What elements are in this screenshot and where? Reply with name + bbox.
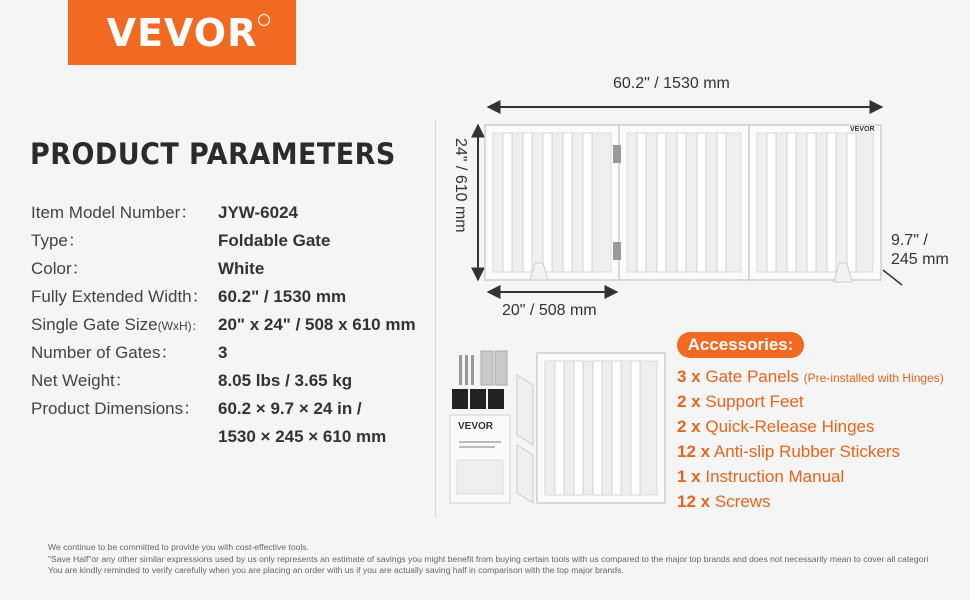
accessory-name: Quick-Release Hinges [705,417,875,436]
param-value: 60.2" / 1530 mm [218,287,347,306]
accessory-name: Support Feet [705,392,804,411]
gate-brand-label: VEVOR [850,126,875,133]
accessory-item [677,489,944,514]
depth-dimension-label-1: 9.7" / [891,232,928,249]
param-label: Type： [31,231,85,250]
param-label: Fully Extended Width： [31,287,209,306]
screws-icon [459,355,474,385]
param-value: White [218,259,265,278]
accessory-qty: 1 x [677,467,701,486]
section-divider [435,120,436,518]
param-value-line2: 1530 × 245 × 610 mm [218,427,387,446]
param-label: Number of Gates： [31,343,178,362]
accessories-heading: Accessories: [677,332,804,358]
accessory-qty: 2 x [677,417,701,436]
gate-panel-1 [485,125,619,280]
accessory-name: Anti-slip Rubber Stickers [713,442,901,461]
accessory-item [677,389,944,414]
param-value: 60.2 × 9.7 × 24 in / [218,399,362,418]
accessory-item [677,414,944,439]
height-dimension-label: 24" / 610 mm [452,138,469,233]
hinge [613,145,621,163]
param-value: JYW-6024 [218,203,298,222]
accessory-name: Screws [714,492,771,511]
accessories-image [445,345,670,510]
accessory-item [677,364,944,389]
param-value: Foldable Gate [218,231,331,250]
accessories-list [677,364,944,514]
svg-text:VEVOR: VEVOR [458,421,494,432]
accessory-item [677,464,944,489]
brand-logo [68,0,296,65]
accessory-qty: 3 x [677,367,701,386]
param-label: Net Weight： [31,371,132,390]
accessory-qty: 12 x [677,492,711,511]
param-label: Item Model Number： [31,203,198,222]
brand-logo-text: VEVOR [106,10,258,55]
support-feet-icon [517,375,533,503]
hinge-hardware-icon [481,351,507,385]
footer-line: "Save Half"or any other similar expressions used by us only represents an estimate of savings you might benefit from buying certain tools with us compared to the major top brands and does not necessarily mean to cover all categori [48,553,929,564]
instruction-manual-icon [450,415,510,503]
param-value: 8.05 lbs / 3.65 kg [218,371,353,390]
footer-line: You are kindly reminded to verify carefully when you are placing an order with us if you are actually saving half in comparison with the top major brands. [48,565,624,575]
depth-dimension-label-2: 245 mm [891,251,949,268]
gate-panel-icon [537,353,665,503]
registered-mark-icon [258,14,270,26]
param-label-suffix: (WxH)： [157,319,204,333]
param-value: 3 [218,343,228,362]
param-label [31,311,204,340]
param-label: Product Dimensions： [31,399,201,418]
hinge [613,242,621,260]
footer-line: We continue to be committed to provide you with cost-effective tools. [48,542,309,552]
accessory-item [677,439,944,464]
width-dimension-label: 60.2" / 1530 mm [613,75,730,92]
gate-panel-3 [749,125,881,280]
param-label-main: Single Gate Size [31,315,158,334]
page-title: PRODUCT PARAMETERS [30,137,396,171]
param-label: Color： [31,259,89,278]
accessory-qty: 2 x [677,392,701,411]
param-value: 20" x 24" / 508 x 610 mm [218,315,416,334]
accessory-name: Instruction Manual [705,467,845,486]
accessory-name: Gate Panels [705,367,799,386]
accessory-note: (Pre-installed with Hinges) [803,371,944,385]
depth-arrow [883,270,902,285]
gate-dimension-diagram [440,70,970,320]
gate-panel-2 [619,125,749,280]
rubber-stickers-icon [452,389,504,409]
panel-width-dimension-label: 20" / 508 mm [502,302,597,319]
footer-disclaimer [48,542,928,577]
accessory-qty: 12 x [677,442,711,461]
